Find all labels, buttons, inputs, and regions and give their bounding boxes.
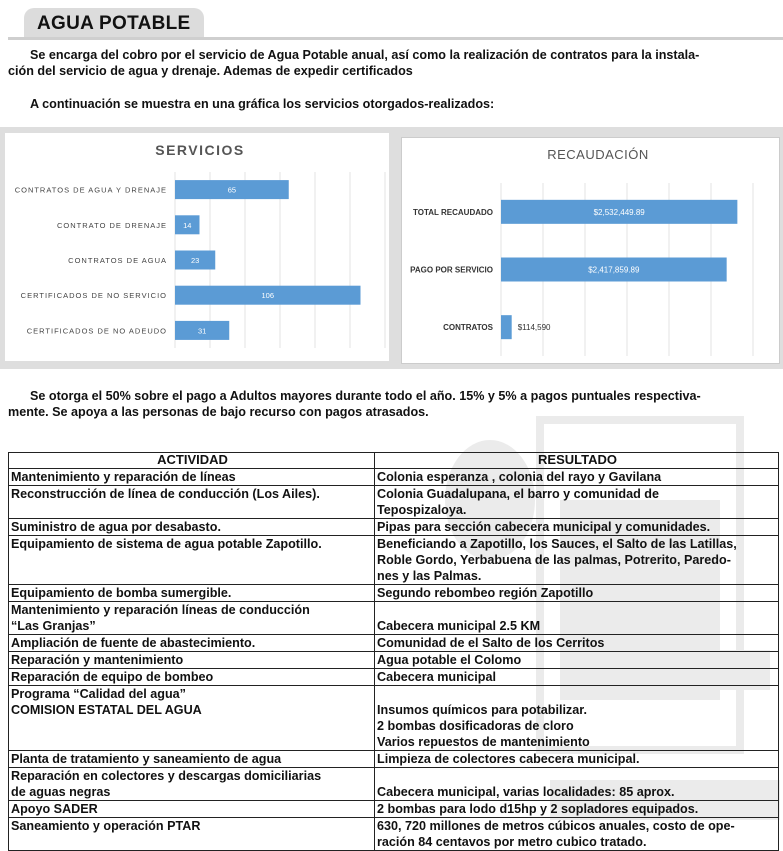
table-row (9, 585, 779, 602)
actividad-cell: Reparación de equipo de bombeo (9, 669, 375, 686)
resultado-cell: Agua potable el Colomo (375, 652, 779, 669)
resultado-cell: 630, 720 millones de metros cúbicos anuales, costo de ope- ración 84 centavos por metro cubico tratado. (375, 818, 779, 851)
discount-line-2: mente. Se apoya a las personas de bajo recurso con pagos atrasados. (8, 405, 429, 419)
title-rule (8, 37, 783, 40)
table-row (9, 686, 779, 751)
activities-table (8, 452, 779, 851)
resultado-cell: Cabecera municipal 2.5 KM (375, 602, 779, 635)
category-label: PAGO POR SERVICIO (410, 265, 493, 275)
category-label: CONTRATO DE DRENAJE (57, 220, 167, 230)
chart-title: SERVICIOS (155, 142, 245, 158)
chart-title: RECAUDACIÓN (547, 147, 649, 162)
table-row (9, 469, 779, 486)
resultado-cell: Colonia esperanza , colonia del rayo y Gavilana (375, 469, 779, 486)
recaudacion-chart (401, 137, 780, 364)
category-label: CONTRATOS DE AGUA Y DRENAJE (14, 185, 167, 195)
actividad-cell: Equipamiento de sistema de agua potable Zapotillo. (9, 536, 375, 585)
table-row (9, 768, 779, 801)
category-label: CERTIFICADOS DE NO ADEUDO (26, 326, 167, 336)
data-label: 31 (197, 326, 207, 336)
section-title: AGUA POTABLE (37, 13, 191, 34)
table-row (9, 536, 779, 585)
actividad-cell: Programa “Calidad del agua” COMISION ESTATAL DEL AGUA (9, 686, 375, 751)
servicios-chart (5, 133, 389, 361)
actividad-cell: Reconstrucción de línea de conducción (Los Ailes). (9, 486, 375, 519)
category-label: TOTAL RECAUDADO (413, 207, 493, 217)
resultado-cell: Insumos químicos para potabilizar. 2 bombas dosificadoras de cloro Varios repuestos de mantenimiento (375, 686, 779, 751)
actividad-cell: Saneamiento y operación PTAR (9, 818, 375, 851)
actividad-cell: Mantenimiento y reparación líneas de conducción “Las Granjas” (9, 602, 375, 635)
resultado-cell: Cabecera municipal, varias localidades: 85 aprox. (375, 768, 779, 801)
resultado-cell: Beneficiando a Zapotillo, los Sauces, el Salto de las Latillas, Roble Gordo, Yerbabuena de las palmas, Potrerito, Paredo- nes y las Palmas. (375, 536, 779, 585)
category-label: CONTRATOS DE AGUA (68, 256, 167, 265)
section-title-tab (24, 8, 204, 38)
data-label: $114,590 (517, 323, 551, 333)
data-label: 23 (190, 256, 200, 265)
table-header-row (9, 453, 779, 469)
header-actividad: ACTIVIDAD (9, 453, 375, 469)
servicios-chart-svg (5, 133, 389, 361)
intro-line-3: A continuación se muestra en una gráfica los servicios otorgados-realizados: (30, 97, 495, 111)
actividad-cell: Apoyo SADER (9, 801, 375, 818)
table-row (9, 669, 779, 686)
actividad-cell: Planta de tratamiento y saneamiento de agua (9, 751, 375, 768)
table-row (9, 519, 779, 536)
data-label: $2,532,449.89 (593, 207, 645, 217)
resultado-cell: Limpieza de colectores cabecera municipal. (375, 751, 779, 768)
actividad-cell: Mantenimiento y reparación de líneas (9, 469, 375, 486)
data-label: $2,417,859.89 (588, 265, 640, 275)
table-row (9, 635, 779, 652)
table-row (9, 652, 779, 669)
actividad-cell: Reparación en colectores y descargas domiciliarias de aguas negras (9, 768, 375, 801)
resultado-cell: Colonia Guadalupana, el barro y comunidad de Tepospizaloya. (375, 486, 779, 519)
resultado-cell: Segundo rebombeo región Zapotillo (375, 585, 779, 602)
intro-line-2: ción del servicio de agua y drenaje. Ademas de expedir certificados (8, 64, 413, 78)
resultado-cell: Comunidad de el Salto de los Cerritos (375, 635, 779, 652)
data-label: 14 (183, 220, 192, 230)
actividad-cell: Suministro de agua por desabasto. (9, 519, 375, 536)
actividad-cell: Reparación y mantenimiento (9, 652, 375, 669)
resultado-cell: Pipas para sección cabecera municipal y comunidades. (375, 519, 779, 536)
table-row (9, 818, 779, 851)
category-label: CERTIFICADOS DE NO SERVICIO (20, 291, 167, 301)
bar (501, 315, 512, 339)
data-label: 106 (261, 291, 275, 301)
actividad-cell: Ampliación de fuente de abastecimiento. (9, 635, 375, 652)
table-row (9, 602, 779, 635)
data-label: 65 (227, 185, 237, 195)
table-row (9, 801, 779, 818)
intro-line-1: Se encarga del cobro por el servicio de Agua Potable anual, así como la realización de contratos para la instala- (30, 48, 700, 62)
actividad-cell: Equipamiento de bomba sumergible. (9, 585, 375, 602)
resultado-cell: 2 bombas para lodo d15hp y 2 sopladores equipados. (375, 801, 779, 818)
recaudacion-chart-svg (402, 138, 779, 363)
header-resultado: RESULTADO (375, 453, 779, 469)
table-row (9, 486, 779, 519)
resultado-cell: Cabecera municipal (375, 669, 779, 686)
table-row (9, 751, 779, 768)
activities-table-body (9, 469, 779, 851)
discount-line-1: Se otorga el 50% sobre el pago a Adultos mayores durante todo el año. 15% y 5% a pagos puntuales respectiva- (30, 389, 701, 403)
category-label: CONTRATOS (443, 323, 493, 333)
